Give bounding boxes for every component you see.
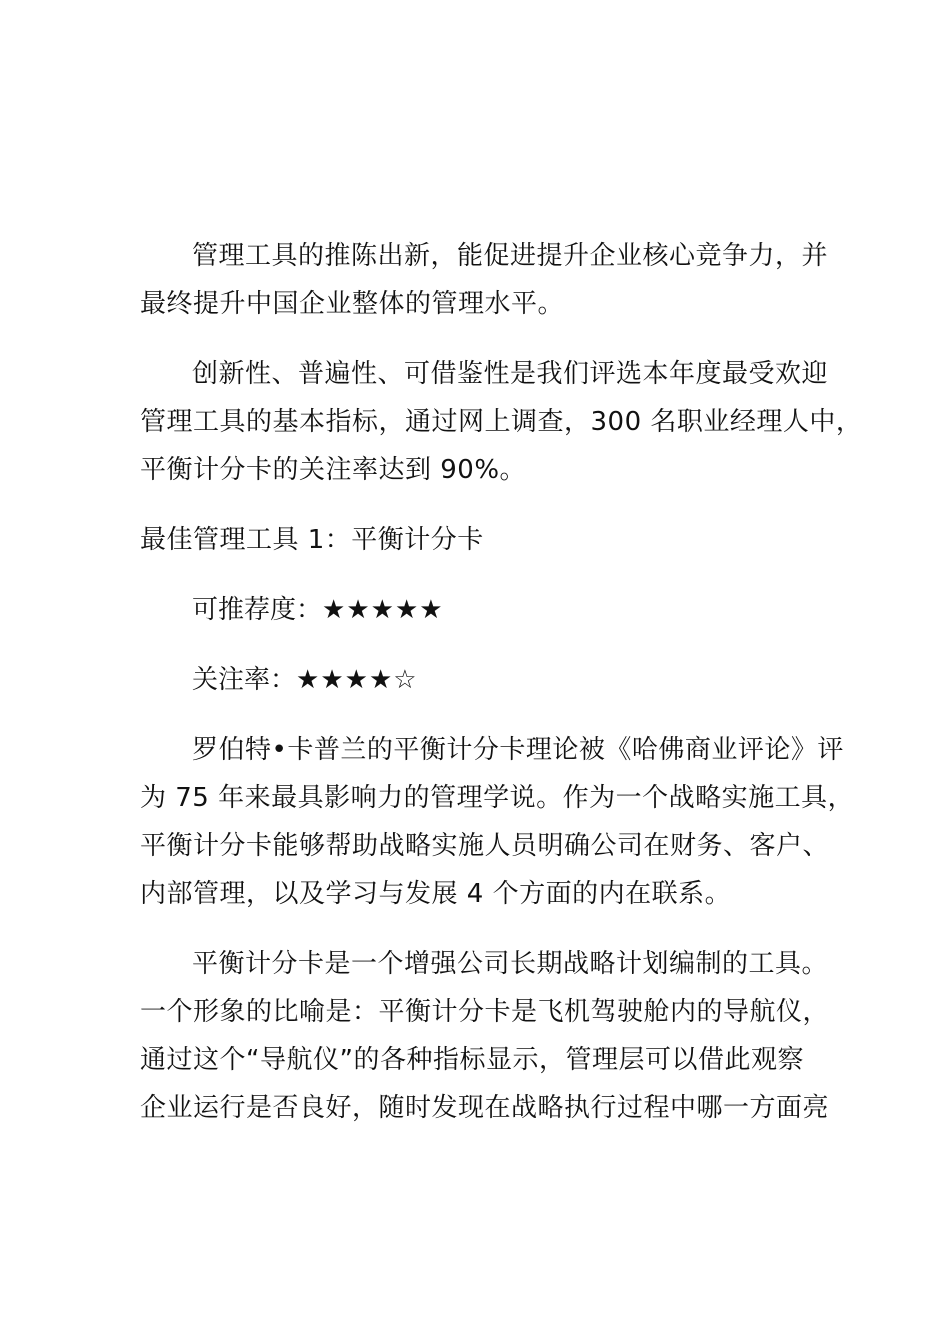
attention-stars: ★★★★☆ [296, 665, 418, 695]
attention-label: 关注率： [192, 665, 297, 695]
text-line: 管理工具的基本指标，通过网上调查，300 名职业经理人中， [140, 407, 863, 437]
text-line: 最终提升中国企业整体的管理水平。 [140, 289, 565, 319]
recommend-rating [140, 586, 820, 634]
section-title: 最佳管理工具 1：平衡计分卡 [140, 525, 484, 555]
metaphor-paragraph [140, 940, 830, 1132]
text-line: 平衡计分卡是一个增强公司长期战略计划编制的工具。 [192, 949, 829, 979]
intro-paragraph [140, 232, 829, 328]
text-line: 为 75 年来最具影响力的管理学说。作为一个战略实施工具， [140, 783, 855, 813]
text-line: 平衡计分卡能够帮助战略实施人员明确公司在财务、客户、 [140, 831, 830, 861]
recommend-label: 可推荐度： [192, 595, 323, 625]
kaplan-paragraph [140, 726, 855, 918]
text-line: 罗伯特•卡普兰的平衡计分卡理论被《哈佛商业评论》评 [192, 735, 844, 765]
criteria-paragraph [140, 350, 863, 494]
text-line: 平衡计分卡的关注率达到 90%。 [140, 455, 527, 485]
attention-rating [140, 656, 820, 704]
document-body [140, 232, 863, 1132]
text-line: 通过这个“导航仪”的各种指标显示，管理层可以借此观察 [140, 1045, 804, 1075]
text-line: 企业运行是否良好，随时发现在战略执行过程中哪一方面亮 [140, 1093, 830, 1123]
text-line: 内部管理，以及学习与发展 4 个方面的内在联系。 [140, 879, 732, 909]
text-line: 管理工具的推陈出新，能促进提升企业核心竞争力，并 [192, 241, 829, 271]
text-line: 一个形象的比喻是：平衡计分卡是飞机驾驶舱内的导航仪， [140, 997, 830, 1027]
recommend-stars: ★★★★★ [322, 595, 444, 625]
text-line: 创新性、普遍性、可借鉴性是我们评选本年度最受欢迎 [192, 359, 829, 389]
